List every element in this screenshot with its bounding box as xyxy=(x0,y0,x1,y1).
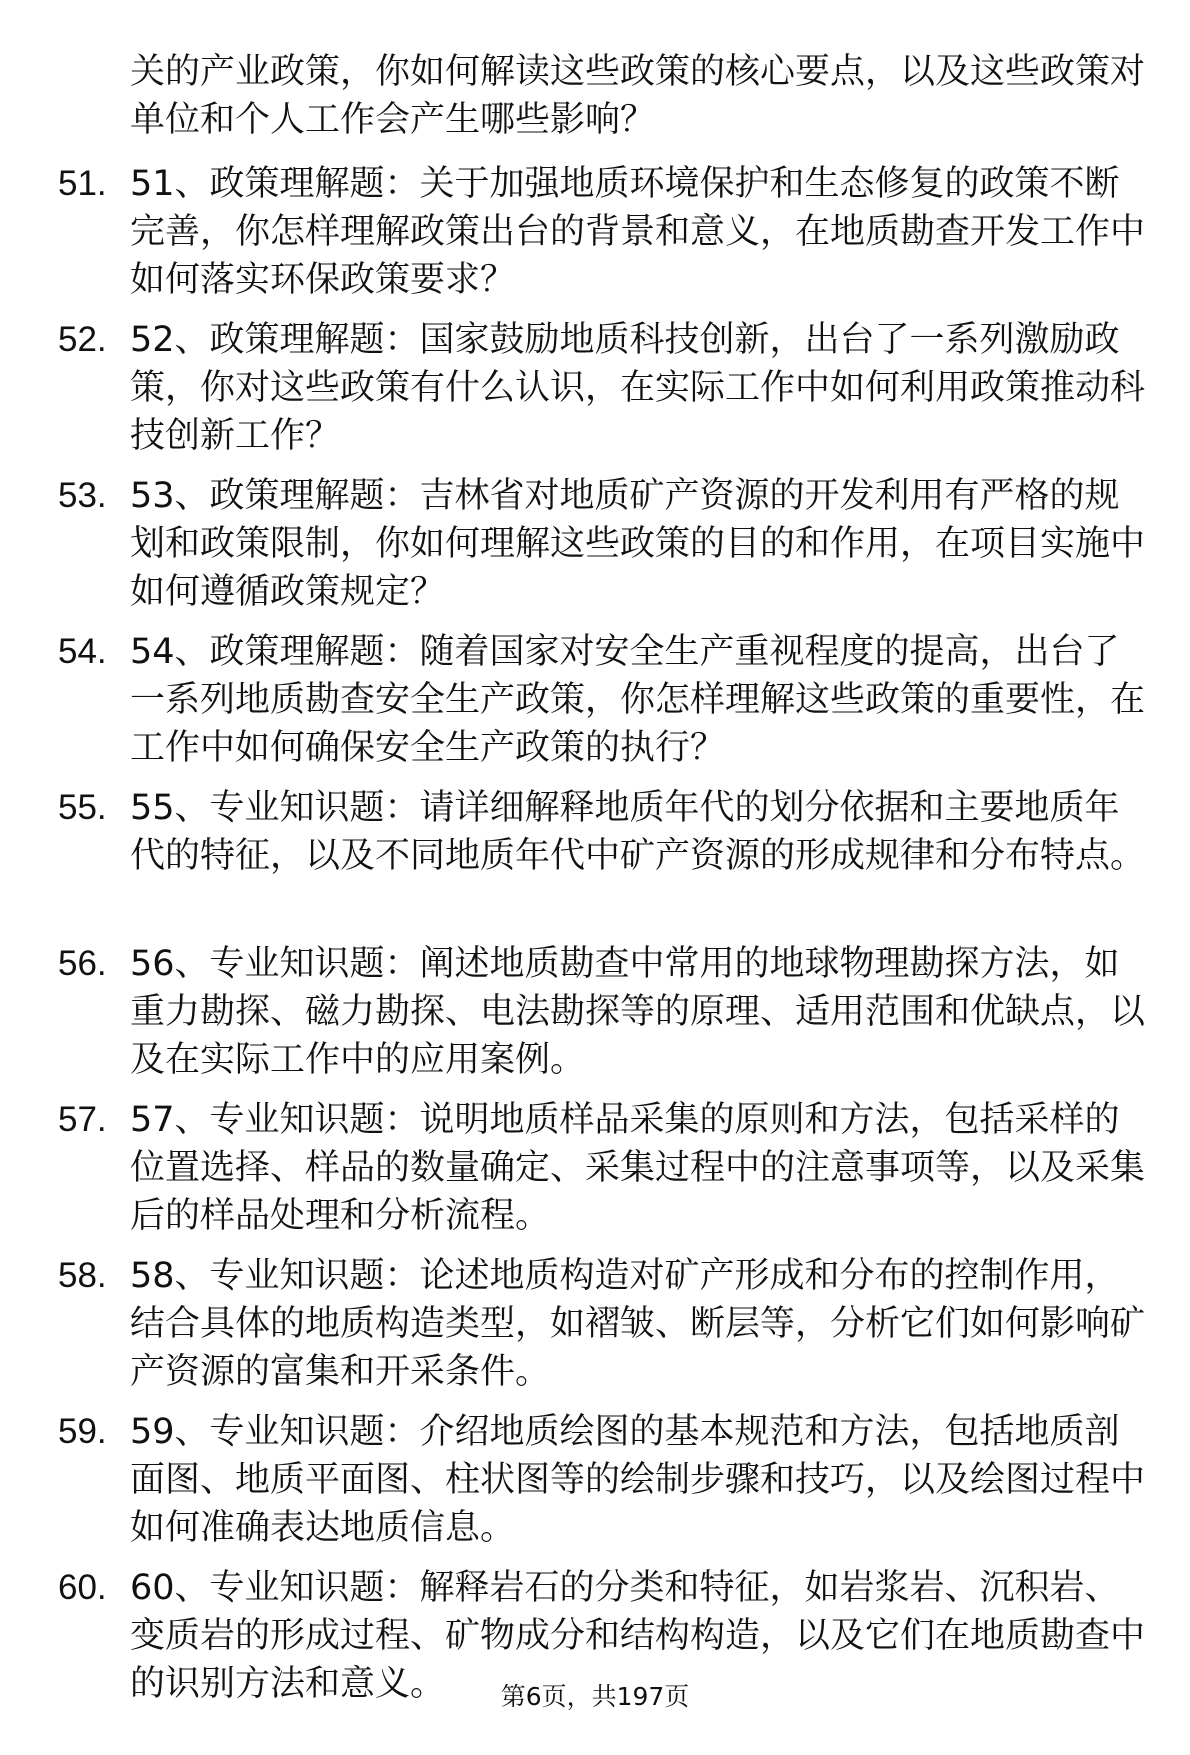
question-text: 54、政策理解题：随着国家对安全生产重视程度的提高，出台了一系列地质勘查安全生产政策，你怎样理解这些政策的重要性，在工作中如何确保安全生产政策的执行？ xyxy=(130,632,1146,768)
question-number: 60. xyxy=(58,1568,107,1607)
question-item xyxy=(0,940,1190,1084)
question-text: 56、专业知识题：阐述地质勘查中常用的地球物理勘探方法，如重力勘探、磁力勘探、电法勘探等的原理、适用范围和优缺点，以及在实际工作中的应用案例。 xyxy=(130,944,1146,1080)
continuation-paragraph: 关的产业政策，你如何解读这些政策的核心要点，以及这些政策对单位和个人工作会产生哪些影响？ xyxy=(130,52,1146,140)
question-item xyxy=(0,628,1190,772)
question-text: 53、政策理解题：吉林省对地质矿产资源的开发利用有严格的规划和政策限制，你如何理解这些政策的目的和作用，在项目实施中如何遵循政策规定？ xyxy=(130,476,1146,612)
question-number: 52. xyxy=(58,320,107,359)
question-item xyxy=(0,316,1190,460)
question-text: 60、专业知识题：解释岩石的分类和特征，如岩浆岩、沉积岩、变质岩的形成过程、矿物成分和结构构造，以及它们在地质勘查中的识别方法和意义。 xyxy=(130,1568,1146,1704)
question-text: 57、专业知识题：说明地质样品采集的原则和方法，包括采样的位置选择、样品的数量确定、采集过程中的注意事项等，以及采集后的样品处理和分析流程。 xyxy=(130,1100,1146,1236)
question-number: 59. xyxy=(58,1412,107,1451)
question-item xyxy=(0,472,1190,616)
question-item xyxy=(0,1252,1190,1396)
question-item xyxy=(0,784,1190,928)
question-number: 57. xyxy=(58,1100,107,1139)
question-text: 58、专业知识题：论述地质构造对矿产形成和分布的控制作用，结合具体的地质构造类型，如褶皱、断层等，分析它们如何影响矿产资源的富集和开采条件。 xyxy=(130,1256,1146,1392)
question-item xyxy=(0,1408,1190,1552)
question-number: 54. xyxy=(58,632,107,671)
question-number: 51. xyxy=(58,164,107,203)
question-item xyxy=(0,1096,1190,1240)
question-text: 51、政策理解题：关于加强地质环境保护和生态修复的政策不断完善，你怎样理解政策出台的背景和意义，在地质勘查开发工作中如何落实环保政策要求？ xyxy=(130,164,1146,300)
question-item xyxy=(0,160,1190,304)
question-list xyxy=(0,160,1190,1720)
question-number: 56. xyxy=(58,944,107,983)
question-text: 55、专业知识题：请详细解释地质年代的划分依据和主要地质年代的特征，以及不同地质年代中矿产资源的形成规律和分布特点。 xyxy=(130,788,1146,876)
question-number: 53. xyxy=(58,476,107,515)
page-number-footer: 第6页，共197页 xyxy=(500,1682,690,1711)
question-number: 55. xyxy=(58,788,107,827)
question-number: 58. xyxy=(58,1256,107,1295)
question-text: 52、政策理解题：国家鼓励地质科技创新，出台了一系列激励政策，你对这些政策有什么认识，在实际工作中如何利用政策推动科技创新工作？ xyxy=(130,320,1146,456)
question-text: 59、专业知识题：介绍地质绘图的基本规范和方法，包括地质剖面图、地质平面图、柱状图等的绘制步骤和技巧，以及绘图过程中如何准确表达地质信息。 xyxy=(130,1412,1146,1548)
